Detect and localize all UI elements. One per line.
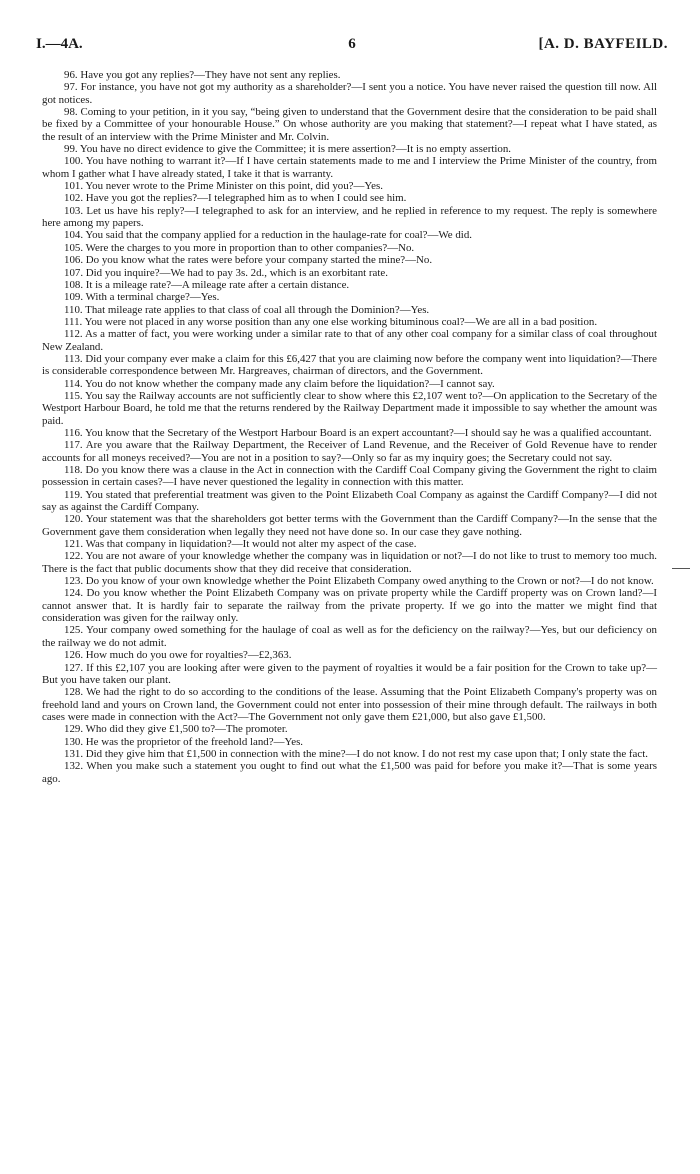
question-paragraph: 111. You were not placed in any worse position than any one else working bituminous coal?—We are all in a bad position. bbox=[64, 315, 598, 328]
question-paragraph: 127. If this £2,107 you are looking after were given to the payment of royalties it would be a fair position for the Crown to take up?—But you have taken our plant. bbox=[42, 661, 657, 686]
question-paragraph: 109. With a terminal charge?—Yes. bbox=[64, 291, 220, 304]
question-paragraph: 113. Did your company ever make a claim for this £6,427 that you are claiming now before the company went into liquidation?—There is considerable correspondence between Mr. Hargreaves, chairman of directors, and the Government. bbox=[42, 352, 657, 378]
question-paragraph: 124. Do you know whether the Point Elizabeth Company was on private property while the Cardiff property was on Crown land?—I cannot answer that. It is hardly fair to separate the railway from the private property. If we go into the matter we might find that consideration was given for the railway only. bbox=[42, 587, 657, 625]
question-paragraph: 129. Who did they give £1,500 to?—The promoter. bbox=[64, 723, 288, 736]
page-number: 6 bbox=[348, 36, 356, 52]
question-paragraph: 117. Are you aware that the Railway Department, the Receiver of Land Revenue, and the Receiver of Gold Revenue have to render accounts for all moneys received?—You are not in a position to say?—Only so far as my inquiry goes; the Secretary could not say. bbox=[42, 439, 657, 464]
question-paragraph: 126. How much do you owe for royalties?—£2,363. bbox=[64, 649, 292, 662]
question-paragraph: 96. Have you got any replies?—They have not sent any replies. bbox=[64, 69, 341, 81]
question-paragraph: 128. We had the right to do so according to the conditions of the lease. Assuming that the Point Elizabeth Company's property was on freehold land and yours on Crown land, the Government could not enter into possession of their mine through default. The railways in both cases were made in connection with the Act?—The Government not only gave them £21,000, but also gave £1,500. bbox=[42, 686, 657, 723]
question-paragraph: 131. Did they give him that £1,500 in connection with the mine?—I do not know. I do not rest my case upon that; I only state the fact. bbox=[64, 747, 648, 760]
question-paragraph: 119. You stated that preferential treatment was given to the Point Elizabeth Coal Company as against the Cardiff Company?—I did not say as against the Cardiff Company. bbox=[42, 488, 657, 514]
question-paragraph: 130. He was the proprietor of the freehold land?—Yes. bbox=[64, 735, 304, 748]
evidence-text bbox=[42, 69, 657, 785]
question-paragraph: 123. Do you know of your own knowledge whether the Point Elizabeth Company owed anything to the Crown or not?—I do not know. bbox=[64, 575, 654, 588]
question-paragraph: 116. You know that the Secretary of the Westport Harbour Board is an expert accountant?—I should say he was a qualified accountant. bbox=[64, 426, 652, 439]
question-paragraph: 118. Do you know there was a clause in the Act in connection with the Cardiff Coal Company giving the Government the right to claim possession in certain cases?—I have never questioned the legality in connection with this matter. bbox=[42, 464, 657, 489]
question-paragraph: 114. You do not know whether the company made any claim before the liquidation?—I cannot say. bbox=[64, 377, 495, 390]
question-paragraph: 99. You have no direct evidence to give the Committee; it is mere assertion?—It is no empty assertion. bbox=[64, 143, 512, 156]
question-paragraph: 122. You are not aware of your knowledge whether the company was in liquidation or not?—I do not like to trust to memory too much. There is the fact that public documents show that they did receive that consideration. bbox=[42, 550, 657, 575]
question-paragraph: 98. Coming to your petition, in it you say, “being given to understand that the Government desire that the consideration to be paid shall be fixed by a Committee of your honourable House.” On whose authority are you making that statement?—I repeat what I have stated, as the result of an interview with the Prime Minister and Mr. Colvin. bbox=[42, 106, 657, 143]
witness-name: [A. D. BAYFEILD. bbox=[538, 36, 668, 52]
margin-dash bbox=[672, 568, 690, 569]
question-paragraph: 132. When you make such a statement you ought to find out what the £1,500 was paid for before you make it?—That is some years ago. bbox=[42, 760, 657, 785]
page-header bbox=[36, 36, 668, 56]
question-paragraph: 105. Were the charges to you more in proportion than to other companies?—No. bbox=[64, 241, 415, 254]
question-paragraph: 107. Did you inquire?—We had to pay 3s. 2d., which is an exorbitant rate. bbox=[64, 266, 388, 279]
question-paragraph: 120. Your statement was that the shareholders got better terms with the Government than the Cardiff Company?—In the sense that the Government gave them consideration when legally they need not have done so. In our case they gave nothing. bbox=[42, 513, 657, 538]
question-paragraph: 103. Let us have his reply?—I telegraphed to ask for an interview, and he replied in reference to my request. The reply is somewhere here among my papers. bbox=[42, 204, 657, 230]
question-paragraph: 115. You say the Railway accounts are not sufficiently clear to show where this £2,107 went to?—On application to the Secretary of the Westport Harbour Board, he told me that the returns rendered by the Railway Department made it impossible to say whether the amount was paid. bbox=[42, 389, 657, 427]
question-paragraph: 101. You never wrote to the Prime Minister on this point, did you?—Yes. bbox=[64, 180, 383, 193]
question-paragraph: 108. It is a mileage rate?—A mileage rate after a certain distance. bbox=[64, 278, 350, 291]
question-paragraph: 104. You said that the company applied for a reduction in the haulage-rate for coal?—We did. bbox=[64, 229, 472, 242]
question-paragraph: 97. For instance, you have not got my authority as a shareholder?—I sent you a notice. You have never raised the question till now. All got notices. bbox=[42, 81, 657, 106]
question-paragraph: 100. You have nothing to warrant it?—If I have certain statements made to me and I interview the Prime Minister of the country, from whom I gather what I have already stated, I take it that is warranty. bbox=[42, 155, 657, 180]
question-paragraph: 112. As a matter of fact, you were working under a similar rate to that of any other coal company for a similar class of coal throughout New Zealand. bbox=[42, 328, 657, 353]
question-paragraph: 102. Have you got the replies?—I telegraphed him as to when I could see him. bbox=[64, 192, 407, 205]
question-paragraph: 110. That mileage rate applies to that class of coal all through the Dominion?—Yes. bbox=[64, 303, 430, 316]
question-paragraph: 106. Do you know what the rates were before your company started the mine?—No. bbox=[64, 254, 433, 267]
question-paragraph: 125. Your company owed something for the haulage of coal as well as for the deficiency on the railway?—Yes, but our deficiency on the railway we do not admit. bbox=[42, 624, 657, 649]
question-paragraph: 121. Was that company in liquidation?—It would not alter my aspect of the case. bbox=[64, 538, 417, 551]
document-reference: I.—4A. bbox=[36, 36, 83, 52]
